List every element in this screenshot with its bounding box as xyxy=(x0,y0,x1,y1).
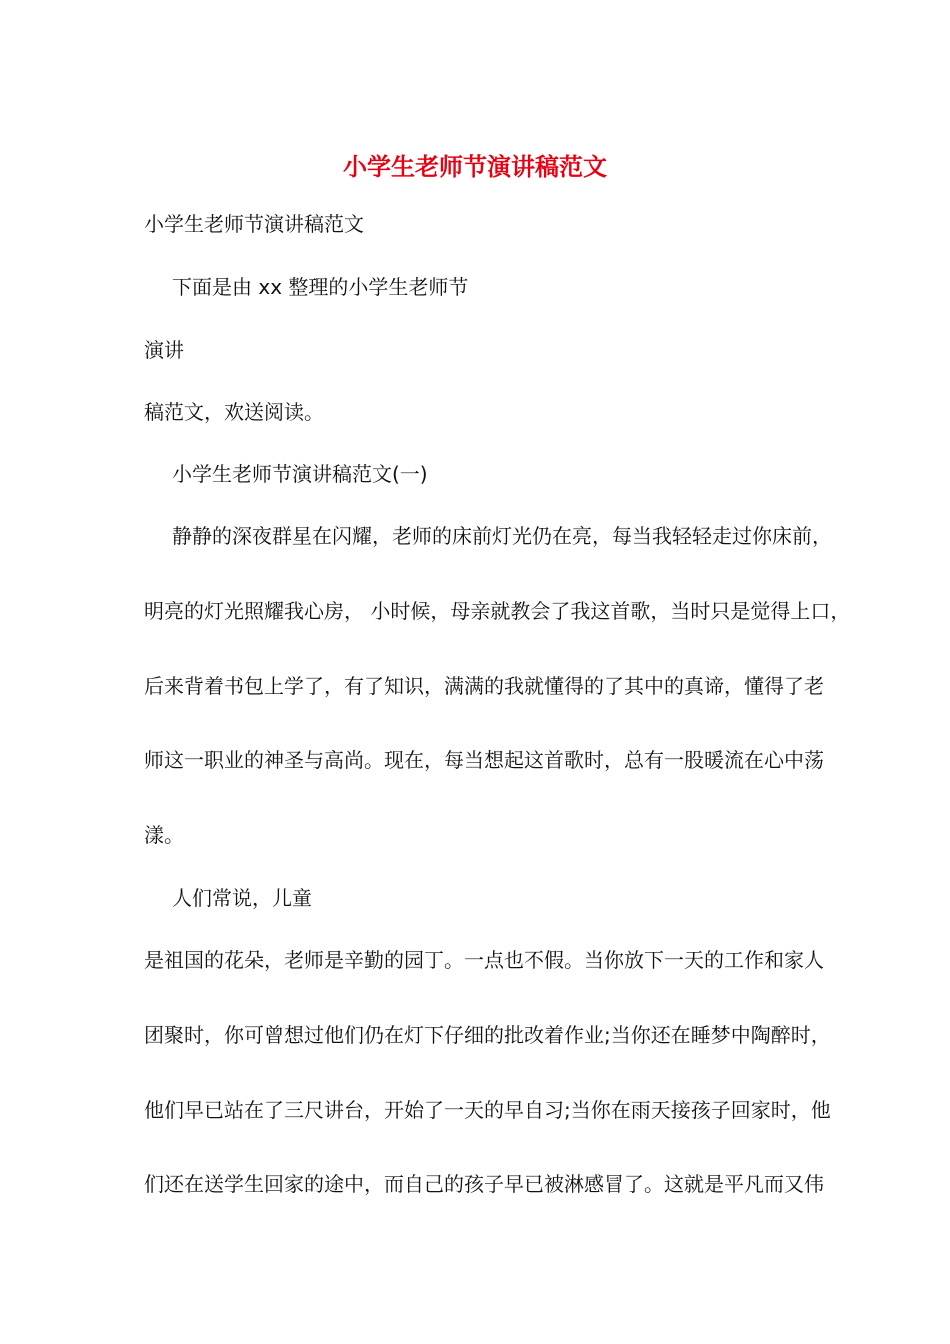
paragraph-line: 小学生老师节演讲稿范文(一) xyxy=(172,462,428,486)
paragraph-line: 稿范文，欢送阅读。 xyxy=(144,400,324,424)
document-title: 小学生老师节演讲稿范文 xyxy=(343,152,607,181)
paragraph-line: 漾。 xyxy=(144,823,184,847)
paragraph-line: 是祖国的花朵，老师是辛勤的园丁。一点也不假。当你放下一天的工作和家人 xyxy=(144,948,824,972)
paragraph-line: 演讲 xyxy=(144,338,184,362)
paragraph-line: 人们常说，儿童 xyxy=(172,886,312,910)
paragraph-line: 团聚时，你可曾想过他们仍在灯下仔细的批改着作业;当你还在睡梦中陶醉时， xyxy=(144,1023,831,1047)
paragraph-line: 师这一职业的神圣与高尚。现在，每当想起这首歌时，总有一股暖流在心中荡 xyxy=(144,748,824,772)
paragraph-line: 他们早已站在了三尺讲台，开始了一天的早自习;当你在雨天接孩子回家时，他 xyxy=(144,1098,831,1122)
paragraph-line: 明亮的灯光照耀我心房， 小时候，母亲就教会了我这首歌，当时只是觉得上口， xyxy=(144,599,851,623)
paragraph-line: 小学生老师节演讲稿范文 xyxy=(144,212,364,236)
paragraph-line: 下面是由 xx 整理的小学生老师节 xyxy=(172,275,469,299)
paragraph-line: 静静的深夜群星在闪耀，老师的床前灯光仍在亮，每当我轻轻走过你床前， xyxy=(172,524,832,548)
paragraph-line: 们还在送学生回家的途中，而自己的孩子早已被淋感冒了。这就是平凡而又伟 xyxy=(144,1172,824,1196)
paragraph-line: 后来背着书包上学了，有了知识，满满的我就懂得的了其中的真谛，懂得了老 xyxy=(144,674,824,698)
